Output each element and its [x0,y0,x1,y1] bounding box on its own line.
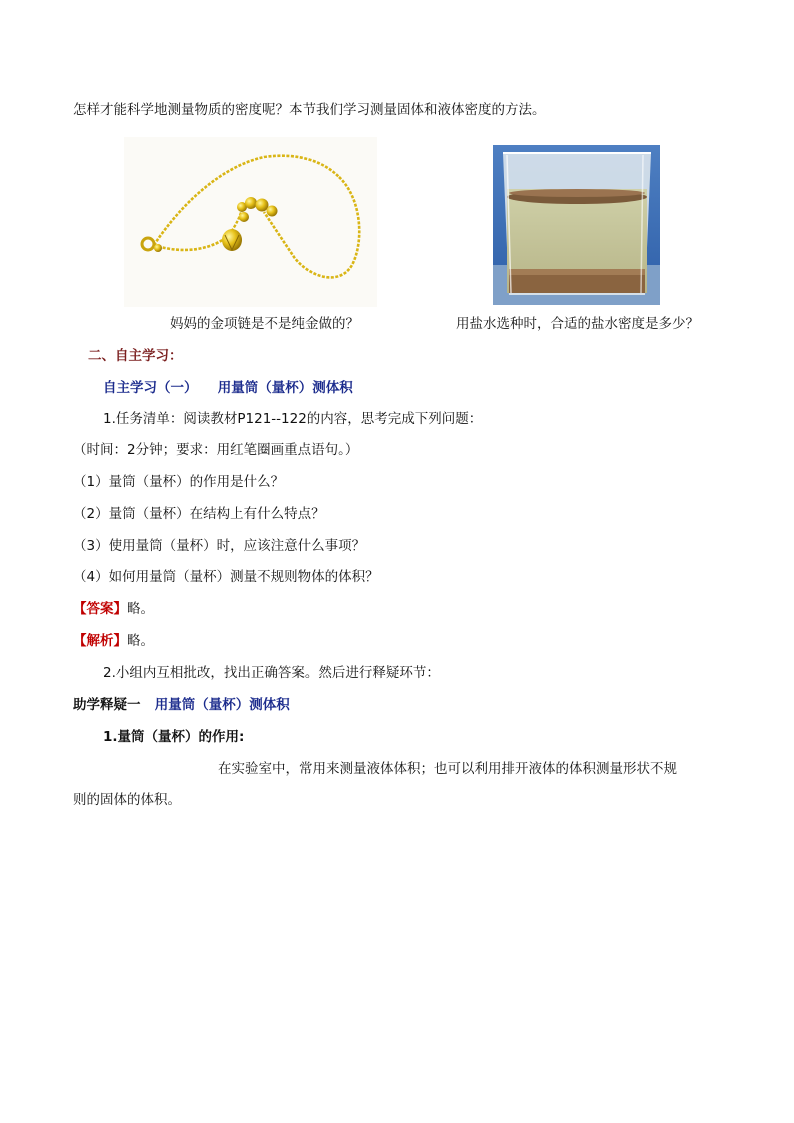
beaker-saltwater-image [493,145,660,305]
section-heading: 二、自主学习： [88,348,183,364]
group-review: 2.小组内互相批改，找出正确答案。然后进行释疑环节： [103,665,440,681]
subsection-label: 自主学习（一） [103,380,198,396]
analysis-text: 略。 [127,633,154,649]
analysis-tag: 【解析】 [73,633,127,649]
help-heading [73,696,290,714]
help-title: 用量筒（量杯）测体积 [154,697,290,713]
answer-text: 略。 [127,601,154,617]
item1-title: 1.量筒（量杯）的作用: [103,729,245,745]
intro-text: 怎样才能科学地测量物质的密度呢？本节我们学习测量固体和液体密度的方法。 [73,102,546,118]
question-4: （4）如何用量筒（量杯）测量不规则物体的体积？ [73,569,379,585]
answer-tag: 【答案】 [73,601,127,617]
necklace-caption: 妈妈的金项链是不是纯金做的？ [170,316,359,332]
question-1: （1）量筒（量杯）的作用是什么？ [73,474,285,490]
subsection-title: 用量筒（量杯）测体积 [217,380,353,396]
question-3: （3）使用量筒（量杯）时，应该注意什么事项？ [73,538,366,554]
analysis-line [73,632,154,650]
item1-line1: 在实验室中，常用来测量液体体积；也可以利用排开液体的体积测量形状不规 [218,761,677,777]
beaker-caption: 用盐水选种时，合适的盐水密度是多少？ [456,316,699,332]
question-2: （2）量筒（量杯）在结构上有什么特点？ [73,506,325,522]
item1-line2: 则的固体的体积。 [73,792,181,808]
subsection-heading [103,379,353,397]
task-list: 1.任务清单：阅读教材P121--122的内容，思考完成下列问题： [103,411,483,427]
time-note: （时间：2分钟；要求：用红笔圈画重点语句。） [73,442,359,458]
gold-necklace-image [124,137,377,307]
help-label: 助学释疑一 [73,697,141,713]
answer-line [73,600,154,618]
